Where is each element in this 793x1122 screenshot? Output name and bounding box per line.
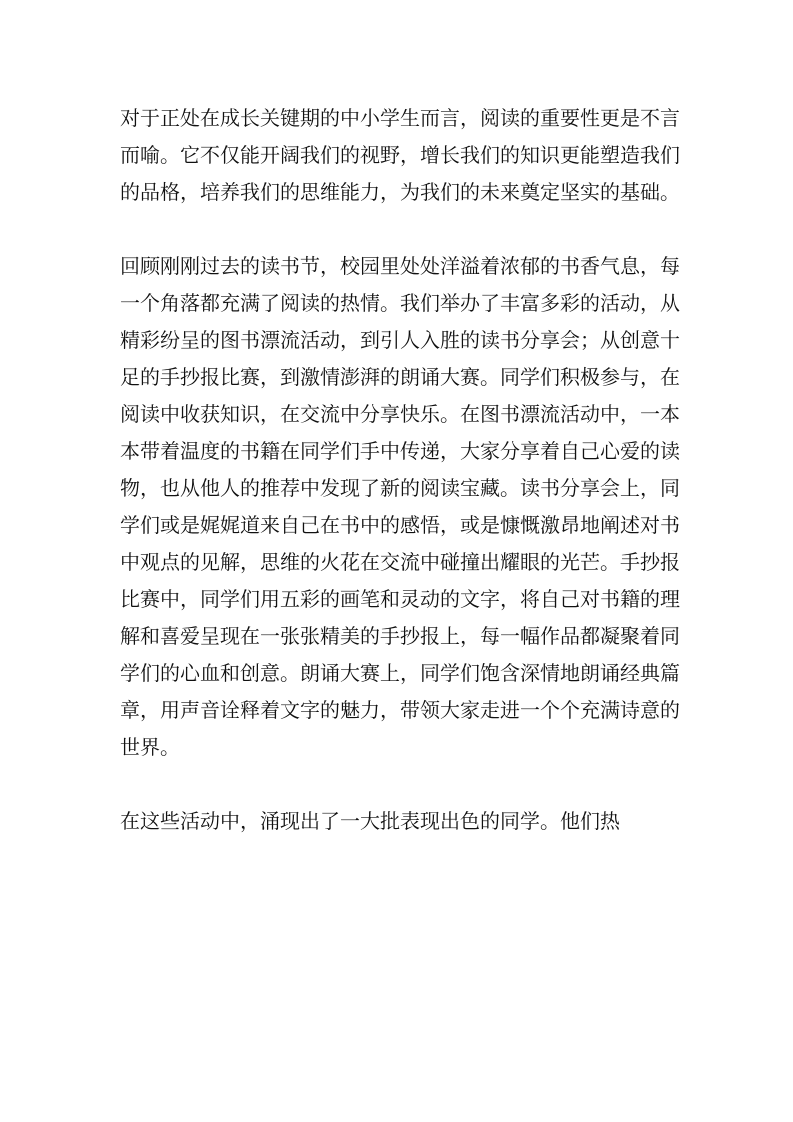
document-page (120, 100, 680, 840)
paragraph-reading-importance: 对于正处在成长关键期的中小学生而言，阅读的重要性更是不言而喻。它不仅能开阔我们的视野，增长我们的知识更能塑造我们的品格，培养我们的思维能力，为我们的未来奠定坚实的基础。 (120, 106, 680, 204)
paragraph-reading-festival-review: 回顾刚刚过去的读书节，校园里处处洋溢着浓郁的书香气息，每一个角落都充满了阅读的热情。我们举办了丰富多彩的活动，从精彩纷呈的图书漂流活动，到引人入胜的读书分享会；从创意十足的手抄报比赛，到激情澎湃的朗诵大赛。同学们积极参与，在阅读中收获知识，在交流中分享快乐。在图书漂流活动中，一本本带着温度的书籍在同学们手中传递，大家分享着自己心爱的读物，也从他人的推荐中发现了新的阅读宝藏。读书分享会上，同学们或是娓娓道来自己在书中的感悟，或是慷慨激昂地阐述对书中观点的见解，思维的火花在交流中碰撞出耀眼的光芒。手抄报比赛中，同学们用五彩的画笔和灵动的文字，将自己对书籍的理解和喜爱呈现在一张张精美的手抄报上，每一幅作品都凝聚着同学们的心血和创意。朗诵大赛上，同学们饱含深情地朗诵经典篇章，用声音诠释着文字的魅力，带领大家走进一个个充满诗意的世界。 (120, 254, 680, 759)
paragraph-outstanding-students: 在这些活动中，涌现出了一大批表现出色的同学。他们热 (120, 809, 620, 833)
